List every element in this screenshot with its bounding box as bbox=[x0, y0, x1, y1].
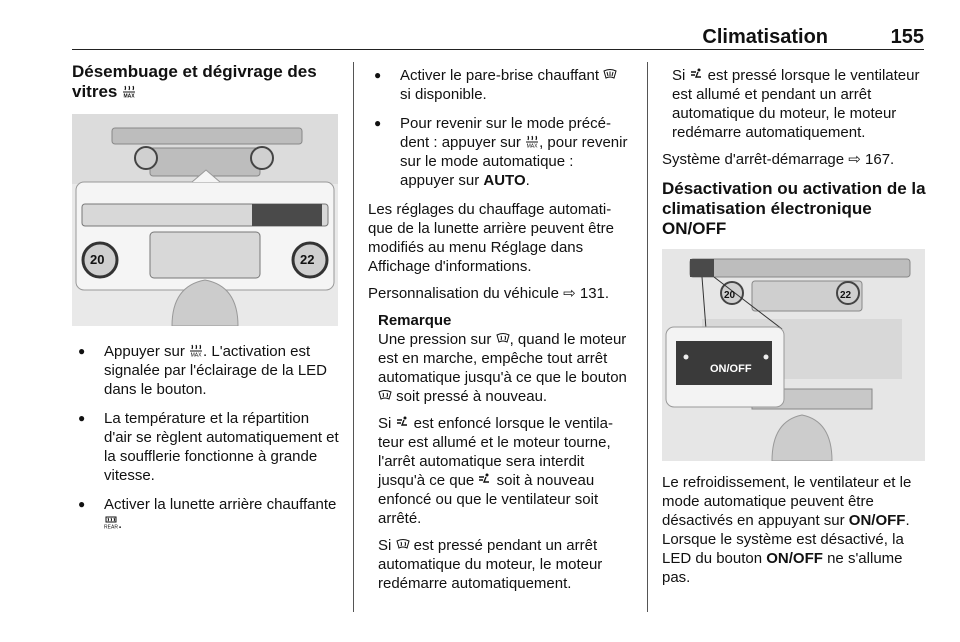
paragraph: Le refroidissement, le ventilateur et le mode automatique peuvent être désactivés en appuyant sur ON/OFF. Lorsque le système est désactivé, la LED du bouton ON/OFF ne s'allume pas. bbox=[662, 474, 912, 586]
note-continued bbox=[662, 66, 927, 142]
list-item: ● La température et la répartition d'air se règlent automatiquement et la soufflerie fonctionne à grande vitesse. bbox=[72, 409, 340, 485]
defrost-icon bbox=[396, 537, 410, 550]
section-heading-defog: Désembuage et dégivrage des vitres MAX bbox=[72, 62, 317, 101]
svg-text:MAX: MAX bbox=[190, 352, 202, 357]
panel-temp-right: 22 bbox=[300, 252, 315, 267]
defog-steps bbox=[72, 342, 340, 533]
paragraph: Si est enfoncé lorsque le ventilateur est allumé et le moteur tourne, l'arrêt automatique sera interdit jusqu'à ce que soit à nouveau enfoncé ou que le ventilateur soit arrêté. bbox=[378, 415, 613, 527]
onoff-button-label: ON/OFF bbox=[710, 363, 752, 375]
svg-text:MAX: MAX bbox=[526, 143, 538, 148]
climate-panel-photo bbox=[72, 114, 338, 326]
column-3 bbox=[662, 66, 927, 595]
onoff-button-photo bbox=[662, 249, 925, 461]
paragraph: Si est pressé pendant un arrêt automatique du moteur, le moteur redémarre automatiquement. bbox=[378, 537, 603, 592]
paragraph: Les réglages du chauffage automatique de la lunette arrière peuvent être modifiés au menu Réglage dans Affichage d'informations. bbox=[368, 201, 614, 275]
note-title: Remarque bbox=[378, 312, 452, 329]
header-rule bbox=[72, 49, 924, 50]
panel-temp-left: 20 bbox=[90, 252, 105, 267]
rear-defrost-icon bbox=[104, 515, 118, 528]
column-divider-1 bbox=[353, 62, 354, 612]
section-heading-onoff: Désactivation ou activation de la climatisation électronique ON/OFF bbox=[662, 179, 926, 238]
defrost-icon bbox=[496, 331, 510, 344]
list-item: ● Activer la lunette arrière chauffante REAR . bbox=[72, 495, 340, 533]
windshield-steps bbox=[368, 66, 630, 190]
defrost-max-icon bbox=[525, 134, 539, 147]
column-2 bbox=[368, 66, 630, 601]
defrost-icon bbox=[378, 388, 392, 401]
air-distribution-icon bbox=[478, 472, 492, 485]
list-item: ● Appuyer sur MAX . L'activation est signalée par l'éclairage de la LED dans le bouton. bbox=[72, 342, 340, 399]
panel-temp-left: 20 bbox=[724, 290, 736, 301]
paragraph: Si est pressé lorsque le ventilateur est allumé et pendant un arrêt automatique du moteur, le moteur redémarre automatiquement. bbox=[672, 67, 920, 141]
defrost-max-icon bbox=[189, 343, 203, 356]
cross-reference: Système d'arrêt-démarrage ⇨ 167. bbox=[662, 151, 895, 168]
heated-windshield-icon bbox=[603, 67, 617, 80]
air-distribution-icon bbox=[690, 67, 704, 80]
svg-text:MAX: MAX bbox=[123, 93, 135, 98]
column-1 bbox=[72, 62, 340, 543]
paragraph: Une pression sur , quand le moteur est en marche, empêche tout arrêt automatique jusqu'à ce que le bouton soit pressé à nouveau. bbox=[378, 331, 627, 405]
cross-reference: Personnalisation du véhicule ⇨ 131. bbox=[368, 285, 610, 302]
note-box bbox=[368, 311, 630, 593]
svg-text:REAR: REAR bbox=[104, 524, 118, 529]
panel-temp-right: 22 bbox=[840, 290, 852, 301]
air-distribution-icon bbox=[396, 415, 410, 428]
list-item: ● Pour revenir sur le mode précédent : appuyer sur MAX , pour revenir sur le mode automatique : appuyer sur AUTO. bbox=[368, 114, 630, 190]
page-header bbox=[72, 22, 924, 50]
page-number: 155 bbox=[890, 26, 924, 48]
defrost-max-icon bbox=[122, 83, 136, 96]
page-title: Climatisation bbox=[702, 26, 828, 48]
column-divider-2 bbox=[647, 62, 648, 612]
list-item: ● Activer le pare-brise chauffant si disponible. bbox=[368, 66, 630, 104]
